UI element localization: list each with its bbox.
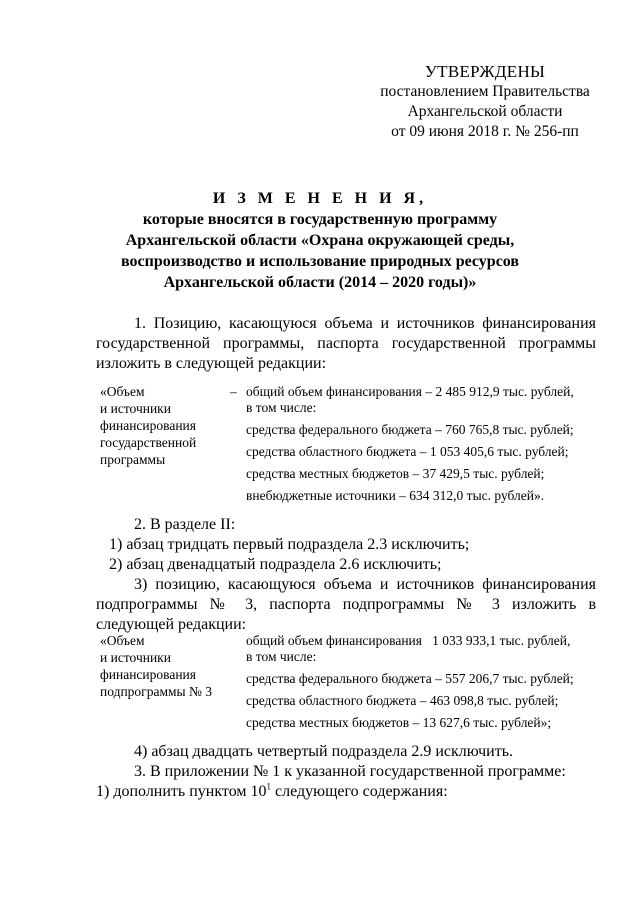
paragraph-2-item-4: 4) абзац двадцать четвертый подраздела 2.9 исключить. [134, 743, 513, 760]
superscript: 1 [266, 781, 272, 792]
paragraph-2-item-1: 1) абзац тридцать первый подраздела 2.3 исключить; [109, 536, 470, 553]
approval-stamp [370, 62, 600, 142]
funding-line: средства местных бюджетов – 37 429,5 тыс. рублей; [246, 466, 545, 481]
label-line: и источники [100, 401, 171, 416]
paragraph-1: 1. Позицию, касающуюся объема и источников финансирования государственной программы, паспорта государственной программы изложить в следующей редакции: [96, 315, 596, 372]
approval-line: постановлением Правительства [380, 83, 590, 100]
title-line: воспроизводство и использование природных ресурсов [120, 253, 520, 270]
item-text: 1) дополнить пунктом 10 [96, 783, 267, 800]
funding-line: средства местных бюджетов – 13 627,6 тыс. рублей»; [246, 715, 552, 730]
label-line: «Объем [100, 633, 145, 648]
funding-line: средства областного бюджета – 463 098,8 тыс. рублей; [246, 693, 559, 708]
block-label [100, 383, 240, 468]
paragraph-2: 2. В разделе II: [134, 516, 236, 533]
label-line: финансирования [100, 667, 196, 682]
title-heading: И З М Е Н Е Н И Я, [212, 190, 428, 207]
funding-line: средства областного бюджета – 1 053 405,6 тыс. рублей; [246, 444, 569, 459]
paragraph-2-item-3: 3) позицию, касающуюся объема и источников финансирования подпрограммы № 3, паспорта подпрограммы № 3 изложить в следующей редакции: [96, 576, 596, 633]
funding-line: внебюджетные источники – 634 312,0 тыс. рублей». [246, 488, 545, 503]
item-text: следующего содержания: [271, 783, 448, 800]
block-label [100, 632, 240, 700]
label-line: государственной [100, 435, 197, 450]
funding-line: в том числе: [246, 649, 317, 664]
title-line: которые вносятся в государственную программу [142, 211, 498, 228]
approval-line: Архангельской области [407, 103, 563, 120]
label-line: «Объем [100, 384, 145, 399]
funding-line: общий объем финансирования – 2 485 912,9 тыс. рублей, [246, 384, 574, 399]
approval-line: от 09 июня 2018 г. № 256-пп [391, 123, 579, 140]
funding-line: в том числе: [246, 400, 317, 415]
document-title [120, 188, 520, 293]
label-line: подпрограммы № 3 [100, 684, 212, 699]
label-line: программы [100, 452, 166, 467]
funding-block-subprogram [100, 632, 600, 730]
funding-block-program [100, 383, 600, 503]
label-line: финансирования [100, 418, 196, 433]
funding-line: средства федерального бюджета – 557 206,7 тыс. рублей; [246, 671, 574, 686]
approval-heading: УТВЕРЖДЕНЫ [424, 62, 546, 81]
dash: – [230, 384, 237, 399]
title-line: Архангельской области (2014 – 2020 годы)» [163, 274, 477, 291]
label-line: и источники [100, 650, 171, 665]
paragraph-2-item-2: 2) абзац двенадцатый подраздела 2.6 исключить; [109, 556, 442, 573]
paragraph-3: 3. В приложении № 1 к указанной государственной программе: [134, 763, 566, 780]
title-line: Архангельской области «Охрана окружающей среды, [125, 232, 515, 249]
funding-line: средства федерального бюджета – 760 765,8 тыс. рублей; [246, 422, 574, 437]
funding-line: общий объем финансирования 1 033 933,1 тыс. рублей, [246, 633, 571, 648]
paragraph-3-item-1 [96, 782, 448, 802]
